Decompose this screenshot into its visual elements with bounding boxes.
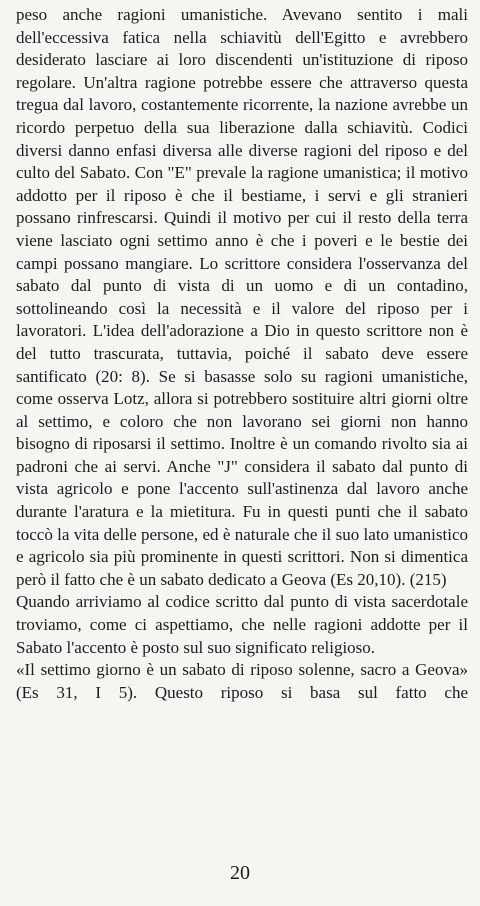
paragraph-humanistic-reasons: peso anche ragioni umanistiche. Avevano sentito i mali dell'eccessiva fatica nella schiavitù dell'Egitto e avrebbero desiderato lasciare ai loro discendenti un'istituzione di riposo regolare. Un'altra ragione potrebbe essere che attraverso questa tregua dal lavoro, costantemente ricorrente, la nazione avrebbe un ricordo perpetuo della sua liberazione dalla schiavitù. Codici diversi danno enfasi diversa alle diverse ragioni del riposo e del culto del Sabato. Con "E" prevale la ragione umanistica; il motivo addotto per il riposo è che il bestiame, i servi e gli stranieri possano rinfrescarsi. Quindi il motivo per cui il resto della terra viene lasciato ogni settimo anno è che i poveri e le bestie dei campi possano mangiare. Lo scrittore considera l'osservanza del sabato dal punto di vista di un uomo e di un contadino, sottolineando così la necessità e il valore del riposo per i lavoratori. L'idea dell'adorazione a Dio in questo scrittore non è del tutto trascurata, tuttavia, poiché il sabato deve essere santificato (20: 8). Se si basasse solo su ragioni umanistiche, come osserva Lotz, allora si potrebbero sostituire altri giorni oltre al settimo, e coloro che non lavorano sei giorni non hanno bisogno di riposarsi il settimo. Inoltre è un comando rivolto sia ai padroni che ai servi. Anche "J" considera il sabato dal punto di vista agricolo e pone l'accento sull'astinenza dal lavoro anche durante l'aratura e la mietitura. Fu in questi punti che il sabato toccò la vita delle persone, ed è naturale che il suo lato umanistico e agricolo sia più prominente in questi scrittori. Non si dimentica però il fatto che è un sabato dedicato a Geova (Es 20,10). (215): [16, 5, 468, 589]
paragraph-seventh-day-quote: «Il settimo giorno è un sabato di riposo solenne, sacro a Geova» (Es 31, I 5). Questo riposo si basa sul fatto che: [16, 660, 468, 702]
paragraph-priestly-code: Quando arriviamo al codice scritto dal punto di vista sacerdotale troviamo, come ci aspettiamo, che nelle ragioni addotte per il Sabato l'accento è posto sul suo significato religioso.: [16, 592, 468, 657]
document-page: [16, 4, 468, 704]
page-number: 20: [230, 862, 250, 884]
